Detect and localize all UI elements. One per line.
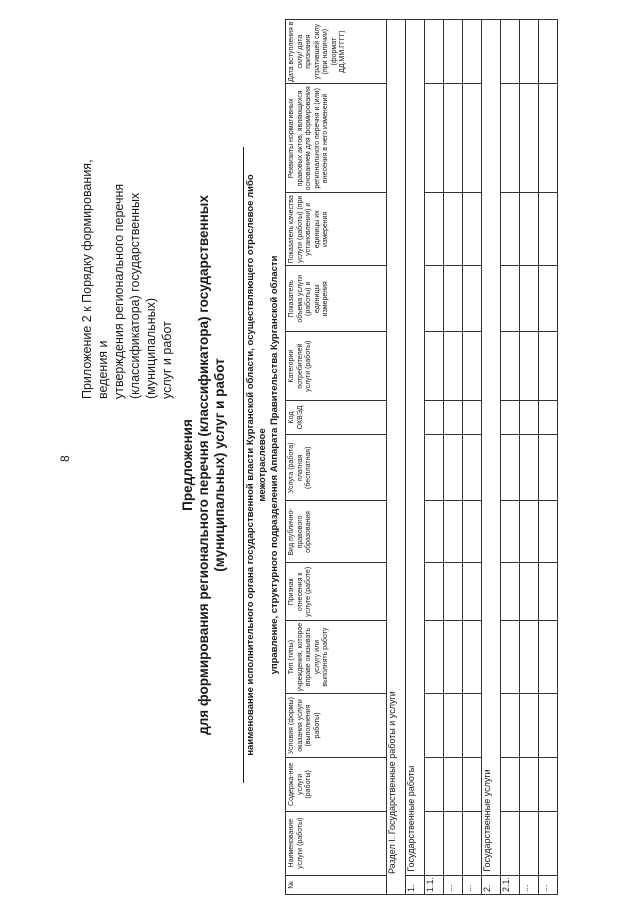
table-row xyxy=(501,20,520,895)
group-title: Государственные работы xyxy=(406,20,425,876)
column-header: Показатель объема услуги (работы) и единицы измерения xyxy=(286,266,387,332)
appendix-line: услуг и работ xyxy=(160,321,174,399)
column-header: Услуга (работа) платная (бесплатная) xyxy=(286,435,387,501)
caption-line: управление, структурного подразделения Аппарата Правительства Курганской области xyxy=(269,255,280,675)
row-number: ... xyxy=(444,875,463,894)
organization-caption xyxy=(245,145,281,785)
appendix-line: Приложение 2 к Порядку формирования, ведения и xyxy=(80,159,110,399)
fill-in-line xyxy=(243,147,244,783)
column-header: Содержа-ние услуги (работы) xyxy=(286,758,387,811)
table-row xyxy=(425,20,444,895)
column-header: Признак отнесения к услуге (работе) xyxy=(286,563,387,621)
row-number: ... xyxy=(463,875,482,894)
group-row xyxy=(482,20,501,895)
page-number: 8 xyxy=(58,455,72,462)
column-header: Категории потребителей услуги (работы) xyxy=(286,332,387,400)
column-header: Показатель качества услуги (работы) (при установлении) и единицы их измерения xyxy=(286,193,387,266)
column-header: Тип (типы) учреждения, которое вправе оказывать услугу или выполнять работу xyxy=(286,621,387,694)
group-title: Государственные услуги xyxy=(482,20,501,876)
title-line: (муниципальных) услуг и работ xyxy=(212,358,227,572)
appendix-line: утверждения регионального перечня xyxy=(112,183,126,399)
column-header: Дата вступления в силу/ дата признания утратившей силу (при наличии) (формат ДД.ММ.ГГГГ) xyxy=(286,20,387,84)
row-number: ... xyxy=(539,875,558,894)
header-row xyxy=(286,20,387,895)
appendix-note xyxy=(79,119,175,399)
column-header: № xyxy=(286,875,387,894)
section-row xyxy=(387,20,406,895)
appendix-line: (классификатора) государственных (муниципальных) xyxy=(128,192,158,399)
title-line: для формирования регионального перечня (классификатора) государственных xyxy=(196,195,211,735)
title-line: Предложения xyxy=(180,419,195,511)
column-header: Вид публично-правового образования xyxy=(286,501,387,563)
row-number: 1. xyxy=(406,875,425,894)
table-row xyxy=(463,20,482,895)
row-number: ... xyxy=(520,875,539,894)
table-row xyxy=(539,20,558,895)
table-row xyxy=(444,20,463,895)
column-header: Наименование услуги (работы) xyxy=(286,811,387,875)
row-number: 2. xyxy=(482,875,501,894)
table-row xyxy=(520,20,539,895)
row-number: 1.1. xyxy=(425,875,444,894)
section-title: Раздел I. Государственные работы и услуги xyxy=(387,20,406,895)
group-row xyxy=(406,20,425,895)
caption-line: наименование исполнительного органа государственной власти Курганской области, осуществляющего отраслевое либо межотраслевое xyxy=(245,174,268,756)
row-number: 2.1. xyxy=(501,875,520,894)
proposals-table xyxy=(285,19,558,895)
column-header: Код ОКВЭД xyxy=(286,400,387,434)
document-title xyxy=(180,165,228,765)
column-header: Реквизиты нормативных правовых актов, являющихся основанием для формирования регионального перечня и (или) внесения в него изменений xyxy=(286,84,387,193)
column-header: Условия (формы) оказания услуги (выполнения работы) xyxy=(286,693,387,757)
